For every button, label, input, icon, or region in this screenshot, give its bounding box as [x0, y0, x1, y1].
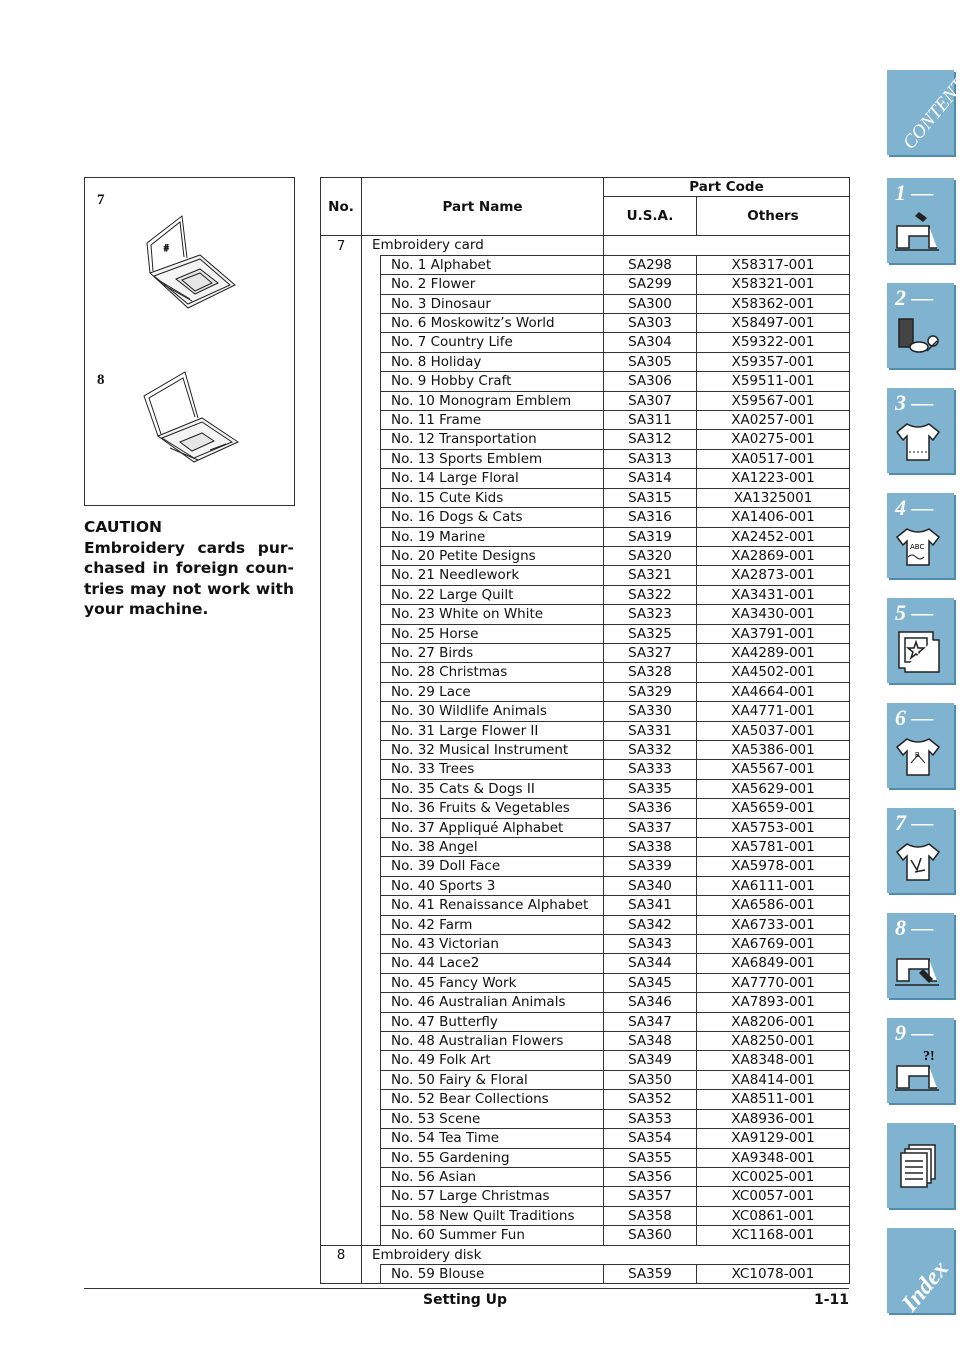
table-row [321, 1129, 850, 1148]
others-code-cell: XA5037-001 [697, 721, 850, 740]
tab-chapter-label: 2 — [895, 285, 934, 310]
part-name-cell: No. 2 Flower [381, 275, 604, 294]
others-code-cell: XC0861-001 [697, 1206, 850, 1225]
others-code-cell: X58317-001 [697, 255, 850, 274]
part-name-cell: No. 27 Birds [381, 643, 604, 662]
troubleshooting-icon [893, 1046, 943, 1096]
usa-code-cell: SA357 [604, 1187, 697, 1206]
others-code-cell: XA0517-001 [697, 449, 850, 468]
tab-appendix[interactable] [887, 1123, 954, 1208]
table-row [321, 857, 850, 876]
tab-index-label: Index [897, 1256, 954, 1317]
usa-code-cell: SA350 [604, 1070, 697, 1089]
usa-code-cell: SA355 [604, 1148, 697, 1167]
usa-code-cell: SA325 [604, 624, 697, 643]
header-others: Others [697, 197, 850, 236]
table-row [321, 643, 850, 662]
usa-code-cell: SA358 [604, 1206, 697, 1225]
header-part-name: Part Name [362, 178, 604, 236]
sewing-machine-icon [893, 206, 943, 256]
others-code-cell: X59322-001 [697, 333, 850, 352]
usa-code-cell: SA360 [604, 1226, 697, 1245]
part-name-cell: No. 38 Angel [381, 838, 604, 857]
usa-code-cell: SA349 [604, 1051, 697, 1070]
usa-code-cell: SA348 [604, 1032, 697, 1051]
part-name-cell: No. 40 Sports 3 [381, 876, 604, 895]
tab-chapter-label: 5 — [895, 600, 934, 625]
usa-code-cell: SA345 [604, 973, 697, 992]
others-code-cell: XA2869-001 [697, 546, 850, 565]
group-number: 8 [321, 1245, 362, 1264]
others-code-cell: X59511-001 [697, 372, 850, 391]
usa-code-cell: SA359 [604, 1264, 697, 1283]
usa-code-cell: SA340 [604, 876, 697, 895]
document-pages-icon [893, 1141, 943, 1191]
part-name-cell: No. 56 Asian [381, 1167, 604, 1186]
table-row [321, 896, 850, 915]
caution-note [84, 517, 294, 620]
table-row [321, 546, 850, 565]
shirt-abc-icon [893, 521, 943, 571]
others-code-cell: XA4289-001 [697, 643, 850, 662]
others-code-cell: XC1078-001 [697, 1264, 850, 1283]
table-row [321, 1206, 850, 1225]
footer-page-number: 1-11 [813, 1292, 849, 1308]
usa-code-cell: SA330 [604, 702, 697, 721]
tab-chapter-label: 9 — [895, 1020, 934, 1045]
others-code-cell: XA8348-001 [697, 1051, 850, 1070]
embroidery-disk-illustration [140, 366, 240, 466]
others-code-cell: XC1168-001 [697, 1226, 850, 1245]
figure-label-7: 7 [97, 192, 105, 208]
part-name-cell: No. 43 Victorian [381, 935, 604, 954]
part-name-cell: No. 47 Butterfly [381, 1012, 604, 1031]
table-row [321, 314, 850, 333]
part-name-cell: No. 22 Large Quilt [381, 585, 604, 604]
usa-code-cell: SA299 [604, 275, 697, 294]
usa-code-cell: SA313 [604, 449, 697, 468]
table-row [321, 973, 850, 992]
part-name-cell: No. 41 Renaissance Alphabet [381, 896, 604, 915]
svg-text:ABC: ABC [910, 543, 925, 551]
table-row [321, 993, 850, 1012]
part-name-cell: No. 45 Fancy Work [381, 973, 604, 992]
part-name-cell: No. 46 Australian Animals [381, 993, 604, 1012]
usa-code-cell: SA339 [604, 857, 697, 876]
usa-code-cell: SA331 [604, 721, 697, 740]
part-name-cell: No. 42 Farm [381, 915, 604, 934]
tab-contents[interactable] [887, 68, 976, 155]
caution-text: Embroidery cards pur-chased in foreign coun-tries may not work with your machine. [84, 538, 294, 618]
table-row [321, 391, 850, 410]
table-row [321, 876, 850, 895]
usa-code-cell: SA335 [604, 779, 697, 798]
thread-spool-icon [893, 311, 943, 361]
usa-code-cell: SA354 [604, 1129, 697, 1148]
shirt-pattern-icon [893, 731, 943, 781]
usa-code-cell: SA353 [604, 1109, 697, 1128]
others-code-cell: XA4771-001 [697, 702, 850, 721]
group-name: Embroidery disk [362, 1245, 604, 1264]
tab-index[interactable] [887, 1228, 954, 1317]
table-row [321, 1264, 850, 1283]
usa-code-cell: SA303 [604, 314, 697, 333]
others-code-cell: XA5386-001 [697, 740, 850, 759]
others-code-cell: XA1406-001 [697, 508, 850, 527]
usa-code-cell: SA314 [604, 469, 697, 488]
usa-code-cell: SA347 [604, 1012, 697, 1031]
tab-chapter-4[interactable] [887, 493, 954, 578]
usa-code-cell: SA343 [604, 935, 697, 954]
part-name-cell: No. 29 Lace [381, 682, 604, 701]
tab-chapter-label: 8 — [895, 915, 934, 940]
table-row [321, 935, 850, 954]
table-row [321, 411, 850, 430]
usa-code-cell: SA328 [604, 663, 697, 682]
tab-chapter-label: 1 — [895, 180, 934, 205]
table-row [321, 1167, 850, 1186]
part-name-cell: No. 36 Fruits & Vegetables [381, 799, 604, 818]
footer-section-title: Setting Up [422, 1292, 507, 1308]
usa-code-cell: SA329 [604, 682, 697, 701]
tab-chapter-label: 7 — [895, 810, 934, 835]
others-code-cell: XA6586-001 [697, 896, 850, 915]
part-name-cell: No. 3 Dinosaur [381, 294, 604, 313]
others-code-cell: XA8250-001 [697, 1032, 850, 1051]
others-code-cell: XA4502-001 [697, 663, 850, 682]
usa-code-cell: SA338 [604, 838, 697, 857]
part-name-cell: No. 12 Transportation [381, 430, 604, 449]
part-name-cell: No. 32 Musical Instrument [381, 740, 604, 759]
tab-chapter-1[interactable] [887, 178, 954, 263]
part-name-cell: No. 57 Large Christmas [381, 1187, 604, 1206]
shirt-icon [893, 416, 943, 466]
others-code-cell: XA3791-001 [697, 624, 850, 643]
part-name-cell: No. 33 Trees [381, 760, 604, 779]
part-name-cell: No. 50 Fairy & Floral [381, 1070, 604, 1089]
table-row [321, 488, 850, 507]
shirt-monogram-icon [893, 836, 943, 886]
others-code-cell: XA5781-001 [697, 838, 850, 857]
tab-chapter-5[interactable] [887, 598, 954, 683]
table-row [321, 449, 850, 468]
usa-code-cell: SA307 [604, 391, 697, 410]
table-row [321, 682, 850, 701]
group-embroidery-card [321, 236, 850, 1245]
others-code-cell: X58321-001 [697, 275, 850, 294]
others-code-cell: XA6849-001 [697, 954, 850, 973]
part-name-cell: No. 13 Sports Emblem [381, 449, 604, 468]
others-code-cell: XA8414-001 [697, 1070, 850, 1089]
part-name-cell: No. 7 Country Life [381, 333, 604, 352]
part-name-cell: No. 19 Marine [381, 527, 604, 546]
others-code-cell: XA7893-001 [697, 993, 850, 1012]
figure-label-8: 8 [97, 372, 105, 388]
part-name-cell: No. 6 Moskowitz’s World [381, 314, 604, 333]
table-row [321, 663, 850, 682]
others-code-cell: XA6733-001 [697, 915, 850, 934]
table-row [321, 1109, 850, 1128]
table-row [321, 779, 850, 798]
part-name-cell: No. 11 Frame [381, 411, 604, 430]
part-name-cell: No. 59 Blouse [381, 1264, 604, 1283]
tab-chapter-3[interactable] [887, 388, 954, 473]
group-embroidery-disk [321, 1245, 850, 1284]
part-name-cell: No. 21 Needlework [381, 566, 604, 585]
table-row [321, 585, 850, 604]
part-name-cell: No. 14 Large Floral [381, 469, 604, 488]
usa-code-cell: SA333 [604, 760, 697, 779]
tab-chapter-label: 4 — [895, 495, 934, 520]
table-row [321, 1012, 850, 1031]
part-name-cell: No. 9 Hobby Craft [381, 372, 604, 391]
usa-code-cell: SA315 [604, 488, 697, 507]
usa-code-cell: SA337 [604, 818, 697, 837]
others-code-cell: XC0025-001 [697, 1167, 850, 1186]
table-row [321, 1187, 850, 1206]
others-code-cell: X59357-001 [697, 352, 850, 371]
group-header-row [321, 1245, 850, 1264]
part-name-cell: No. 8 Holiday [381, 352, 604, 371]
usa-code-cell: SA316 [604, 508, 697, 527]
tab-contents-label: CONTENTS [899, 68, 976, 154]
table-row [321, 799, 850, 818]
group-name: Embroidery card [362, 236, 604, 255]
others-code-cell: X58497-001 [697, 314, 850, 333]
others-code-cell: XA0275-001 [697, 430, 850, 449]
others-code-cell: XA8206-001 [697, 1012, 850, 1031]
table-row [321, 624, 850, 643]
part-name-cell: No. 20 Petite Designs [381, 546, 604, 565]
others-code-cell: XA0257-001 [697, 411, 850, 430]
table-row [321, 469, 850, 488]
tab-chapter-label: 3 — [895, 390, 934, 415]
usa-code-cell: SA342 [604, 915, 697, 934]
tab-chapter-9[interactable] [887, 1018, 954, 1103]
others-code-cell: XC0057-001 [697, 1187, 850, 1206]
svg-text:B: B [915, 752, 920, 759]
usa-code-cell: SA321 [604, 566, 697, 585]
usa-code-cell: SA336 [604, 799, 697, 818]
table-row [321, 508, 850, 527]
part-name-cell: No. 28 Christmas [381, 663, 604, 682]
table-row [321, 294, 850, 313]
part-name-cell: No. 48 Australian Flowers [381, 1032, 604, 1051]
part-name-cell: No. 31 Large Flower II [381, 721, 604, 740]
header-usa: U.S.A. [604, 197, 697, 236]
others-code-cell: XA5629-001 [697, 779, 850, 798]
usa-code-cell: SA300 [604, 294, 697, 313]
part-name-cell: No. 55 Gardening [381, 1148, 604, 1167]
tab-chapter-2[interactable] [887, 283, 954, 368]
part-name-cell: No. 53 Scene [381, 1109, 604, 1128]
usa-code-cell: SA304 [604, 333, 697, 352]
caution-title: CAUTION [84, 518, 162, 536]
table-row [321, 255, 850, 274]
usa-code-cell: SA320 [604, 546, 697, 565]
others-code-cell: XA9129-001 [697, 1129, 850, 1148]
table-row [321, 740, 850, 759]
part-name-cell: No. 30 Wildlife Animals [381, 702, 604, 721]
others-code-cell: XA2873-001 [697, 566, 850, 585]
others-code-cell: XA5753-001 [697, 818, 850, 837]
others-code-cell: XA5659-001 [697, 799, 850, 818]
part-name-cell: No. 49 Folk Art [381, 1051, 604, 1070]
svg-text:?!: ?! [923, 1049, 935, 1064]
others-code-cell: X58362-001 [697, 294, 850, 313]
part-name-cell: No. 58 New Quilt Traditions [381, 1206, 604, 1225]
usa-code-cell: SA306 [604, 372, 697, 391]
tab-chapter-8[interactable] [887, 913, 954, 998]
others-code-cell: XA8511-001 [697, 1090, 850, 1109]
parts-table [320, 177, 850, 1284]
table-row [321, 352, 850, 371]
table-row [321, 1148, 850, 1167]
usa-code-cell: SA346 [604, 993, 697, 1012]
table-row [321, 915, 850, 934]
others-code-cell: XA3431-001 [697, 585, 850, 604]
part-name-cell: No. 15 Cute Kids [381, 488, 604, 507]
table-row [321, 1226, 850, 1245]
usa-code-cell: SA341 [604, 896, 697, 915]
part-name-cell: No. 37 Appliqué Alphabet [381, 818, 604, 837]
sewing-machine-maintenance-icon [893, 941, 943, 991]
usa-code-cell: SA305 [604, 352, 697, 371]
header-no: No. [321, 178, 362, 236]
part-name-cell: No. 39 Doll Face [381, 857, 604, 876]
table-row [321, 1090, 850, 1109]
embroidery-frame-icon [893, 626, 943, 676]
others-code-cell: XA6111-001 [697, 876, 850, 895]
part-name-cell: No. 52 Bear Collections [381, 1090, 604, 1109]
tab-chapter-label: 6 — [895, 705, 934, 730]
others-code-cell: XA5978-001 [697, 857, 850, 876]
table-row [321, 954, 850, 973]
embroidery-card-illustration [140, 213, 240, 313]
svg-text:#: # [164, 243, 169, 253]
table-row [321, 818, 850, 837]
others-code-cell: XA1223-001 [697, 469, 850, 488]
others-code-cell: XA2452-001 [697, 527, 850, 546]
table-row [321, 372, 850, 391]
table-row [321, 838, 850, 857]
usa-code-cell: SA327 [604, 643, 697, 662]
usa-code-cell: SA344 [604, 954, 697, 973]
table-row [321, 760, 850, 779]
others-code-cell: XA1325001 [697, 488, 850, 507]
usa-code-cell: SA298 [604, 255, 697, 274]
usa-code-cell: SA311 [604, 411, 697, 430]
table-row [321, 605, 850, 624]
part-name-cell: No. 16 Dogs & Cats [381, 508, 604, 527]
others-code-cell: XA3430-001 [697, 605, 850, 624]
footer-rule [84, 1288, 849, 1289]
others-code-cell: X59567-001 [697, 391, 850, 410]
usa-code-cell: SA323 [604, 605, 697, 624]
usa-code-cell: SA312 [604, 430, 697, 449]
part-name-cell: No. 25 Horse [381, 624, 604, 643]
table-row [321, 430, 850, 449]
others-code-cell: XA5567-001 [697, 760, 850, 779]
tab-chapter-7[interactable] [887, 808, 954, 893]
figure-box [84, 177, 295, 506]
group-number: 7 [321, 236, 362, 255]
tab-chapter-6[interactable] [887, 703, 954, 788]
others-code-cell: XA9348-001 [697, 1148, 850, 1167]
usa-code-cell: SA352 [604, 1090, 697, 1109]
part-name-cell: No. 23 White on White [381, 605, 604, 624]
others-code-cell: XA4664-001 [697, 682, 850, 701]
group-header-row [321, 236, 850, 255]
part-name-cell: No. 35 Cats & Dogs II [381, 779, 604, 798]
header-part-code: Part Code [604, 178, 850, 197]
table-row [321, 527, 850, 546]
table-row [321, 721, 850, 740]
table-row [321, 702, 850, 721]
others-code-cell: XA8936-001 [697, 1109, 850, 1128]
usa-code-cell: SA332 [604, 740, 697, 759]
usa-code-cell: SA356 [604, 1167, 697, 1186]
others-code-cell: XA7770-001 [697, 973, 850, 992]
table-row [321, 333, 850, 352]
part-name-cell: No. 54 Tea Time [381, 1129, 604, 1148]
usa-code-cell: SA319 [604, 527, 697, 546]
table-row [321, 566, 850, 585]
table-row [321, 275, 850, 294]
usa-code-cell: SA322 [604, 585, 697, 604]
table-row [321, 1070, 850, 1089]
table-row [321, 1051, 850, 1070]
part-name-cell: No. 10 Monogram Emblem [381, 391, 604, 410]
part-name-cell: No. 1 Alphabet [381, 255, 604, 274]
others-code-cell: XA6769-001 [697, 935, 850, 954]
table-row [321, 1032, 850, 1051]
part-name-cell: No. 60 Summer Fun [381, 1226, 604, 1245]
part-name-cell: No. 44 Lace2 [381, 954, 604, 973]
